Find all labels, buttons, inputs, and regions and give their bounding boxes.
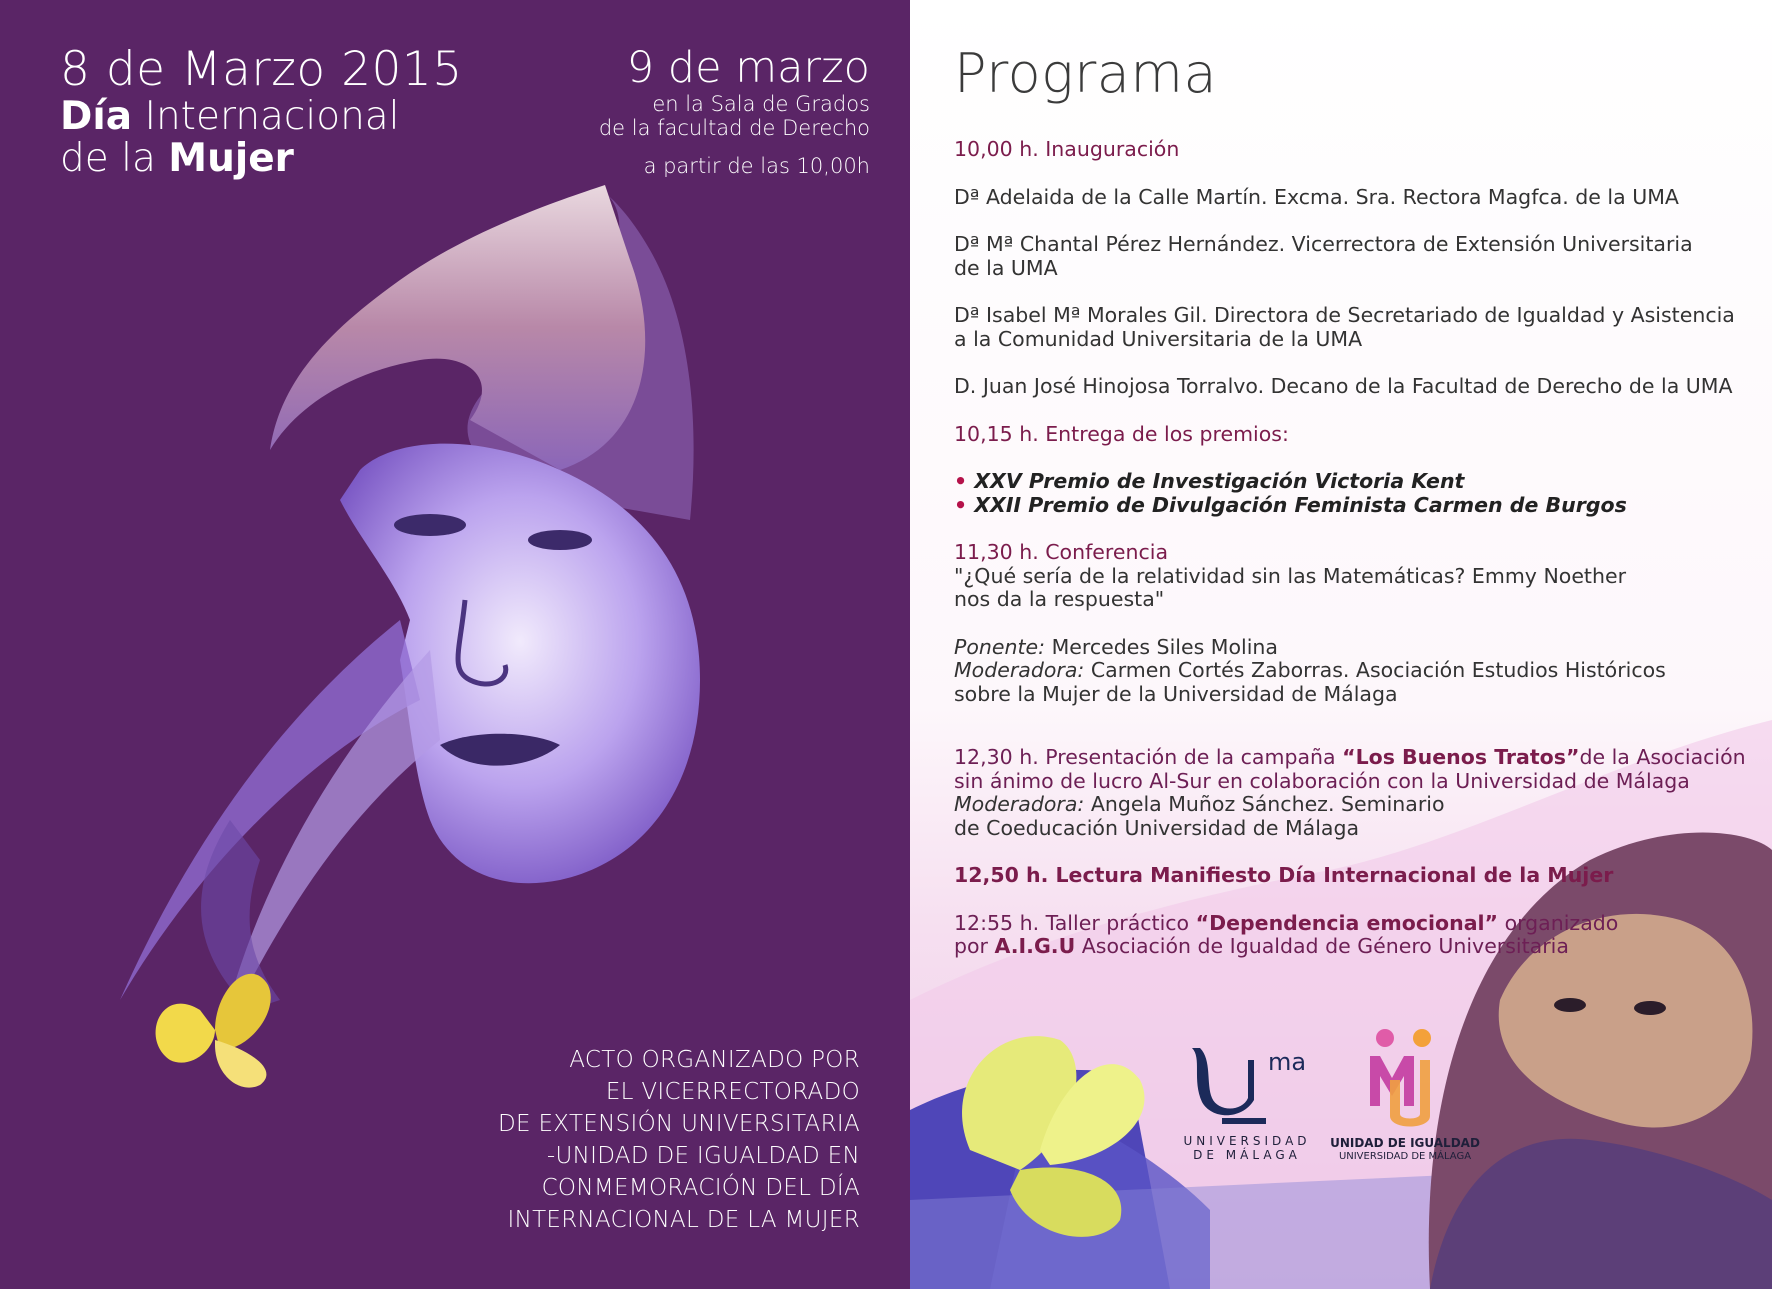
workshop-organizado: organizado (1498, 910, 1619, 935)
event-info (599, 44, 870, 178)
uma-logo-mark-icon (1172, 1040, 1322, 1132)
program-item (954, 138, 1754, 162)
workshop-name: “Dependencia emocional” (1195, 910, 1499, 935)
bullet-icon: • (954, 492, 975, 517)
uma-logo (1172, 1040, 1322, 1162)
campaign-assoc: de la Asociación (1579, 745, 1746, 769)
awards-list (954, 470, 1754, 517)
moderator2-line (954, 793, 1754, 817)
moderator2-label: Moderadora: (954, 792, 1085, 816)
left-header (60, 44, 463, 180)
butterfly-icon-left (156, 974, 271, 1088)
program-item (954, 746, 1754, 840)
participant-rectora: Dª Adelaida de la Calle Martín. Excma. Sra. Rectora Magfca. de la UMA (954, 184, 1679, 209)
program-title: Programa (954, 42, 1218, 105)
header-date: 8 de Marzo 2015 (60, 42, 463, 97)
program-item (954, 864, 1754, 888)
participant-directora: Dª Isabel Mª Morales Gil. Directora de Secretariado de Igualdad y Asistencia (954, 303, 1735, 327)
program-item (954, 375, 1754, 399)
program-item (954, 423, 1754, 447)
organizer-line: CONMEMORACIÓN DEL DÍA (541, 1175, 860, 1201)
campaign-line (954, 746, 1754, 770)
uma-logo-text (1172, 1134, 1322, 1162)
program-item (954, 541, 1754, 612)
moderator-label: Moderadora: (954, 658, 1085, 682)
organizer-line: ACTO ORGANIZADO POR (569, 1047, 860, 1073)
time-premios: 10,15 h. Entrega de los premios: (954, 421, 1289, 446)
workshop-por: por (954, 934, 995, 958)
moderator2-line-cont: de Coeducación Universidad de Málaga (954, 815, 1360, 840)
award-victoria-kent: XXV Premio de Investigación Victoria Kent (974, 469, 1465, 493)
workshop-line (954, 912, 1754, 936)
uma-text-line-1: UNIVERSIDAD (1183, 1134, 1311, 1148)
time-campaign: 12,30 h. Presentación de la campaña (954, 745, 1343, 769)
program-item (954, 636, 1754, 707)
conference-title-cont: nos da la respuesta" (954, 587, 1165, 611)
event-date: 9 de marzo (626, 43, 870, 93)
speaker-name: Mercedes Siles Molina (1045, 634, 1278, 659)
workshop-line-cont (954, 935, 1754, 959)
award-carmen-burgos: XXII Premio de Divulgación Feminista Carmen de Burgos (974, 492, 1627, 517)
title-bold-mujer: Mujer (168, 136, 294, 181)
conference-title: "¿Qué sería de la relatividad sin las Matemáticas? Emmy Noether (954, 563, 1627, 588)
organizer-line: EL VICERRECTORADO (605, 1079, 860, 1105)
moderator-name: Carmen Cortés Zaborras. Asociación Estudios Históricos (1084, 658, 1666, 682)
speaker-line (954, 636, 1754, 660)
igualdad-logo-mark-icon (1330, 1020, 1480, 1134)
igualdad-text-2: UNIVERSIDAD DE MÁLAGA (1338, 1151, 1472, 1162)
moderator-line-cont: sobre la Mujer de la Universidad de Málaga (954, 681, 1398, 706)
participant-vicerrectora: Dª Mª Chantal Pérez Hernández. Vicerrectora de Extensión Universitaria (954, 232, 1693, 256)
organizer-line: DE EXTENSIÓN UNIVERSITARIA (498, 1111, 860, 1137)
time-workshop: 12:55 h. Taller práctico (954, 910, 1196, 935)
title-line-2 (60, 138, 463, 180)
igualdad-logo (1330, 1020, 1480, 1162)
venue-line-2: de la facultad de Derecho (598, 116, 870, 140)
time-inauguracion: 10,00 h. Inauguración (954, 137, 1180, 161)
award-item (954, 470, 1754, 494)
program-item (954, 233, 1754, 280)
aigu-desc: Asociación de Igualdad de Género Universitaria (1075, 934, 1569, 958)
title-bold-dia: Día (60, 94, 133, 139)
bullet-icon: • (954, 469, 975, 493)
participant-vicerrectora-cont: de la UMA (954, 255, 1058, 280)
organizer-text (498, 1044, 860, 1236)
participant-decano: D. Juan José Hinojosa Torralvo. Decano de la Facultad de Derecho de la UMA (954, 374, 1733, 398)
moderator2-name: Angela Muñoz Sánchez. Seminario (1084, 792, 1445, 816)
title-internacional: Internacional (132, 94, 400, 139)
participant-directora-cont: a la Comunidad Universitaria de la UMA (954, 326, 1363, 351)
organizer-line: INTERNACIONAL DE LA MUJER (507, 1207, 860, 1233)
campaign-line-cont: sin ánimo de lucro Al-Sur en colaboración con la Universidad de Málaga (954, 768, 1690, 793)
speaker-label: Ponente: (954, 634, 1046, 659)
venue-line-1: en la Sala de Grados (652, 92, 870, 116)
organizer-line: -UNIDAD DE IGUALDAD EN (546, 1143, 860, 1169)
uma-text-line-2: DE MÁLAGA (1193, 1148, 1301, 1162)
aigu-name: A.I.G.U (994, 934, 1076, 958)
title-line-1 (60, 96, 463, 138)
igualdad-text-1: UNIDAD DE IGUALDAD (1330, 1136, 1480, 1150)
uma-mark-text: ma (1268, 1048, 1307, 1076)
program-item (954, 186, 1754, 210)
award-item (954, 494, 1754, 518)
program-item (954, 912, 1754, 959)
moderator-line (954, 659, 1754, 683)
program-item (954, 304, 1754, 351)
start-time: a partir de las 10,00h (643, 154, 870, 178)
time-conferencia: 11,30 h. Conferencia (954, 540, 1169, 564)
program-list (954, 138, 1754, 983)
title-de-la: de la (60, 136, 169, 181)
campaign-name: “Los Buenos Tratos” (1342, 745, 1580, 769)
manifesto-line: 12,50 h. Lectura Manifiesto Día Internacional de la Mujer (954, 863, 1614, 887)
